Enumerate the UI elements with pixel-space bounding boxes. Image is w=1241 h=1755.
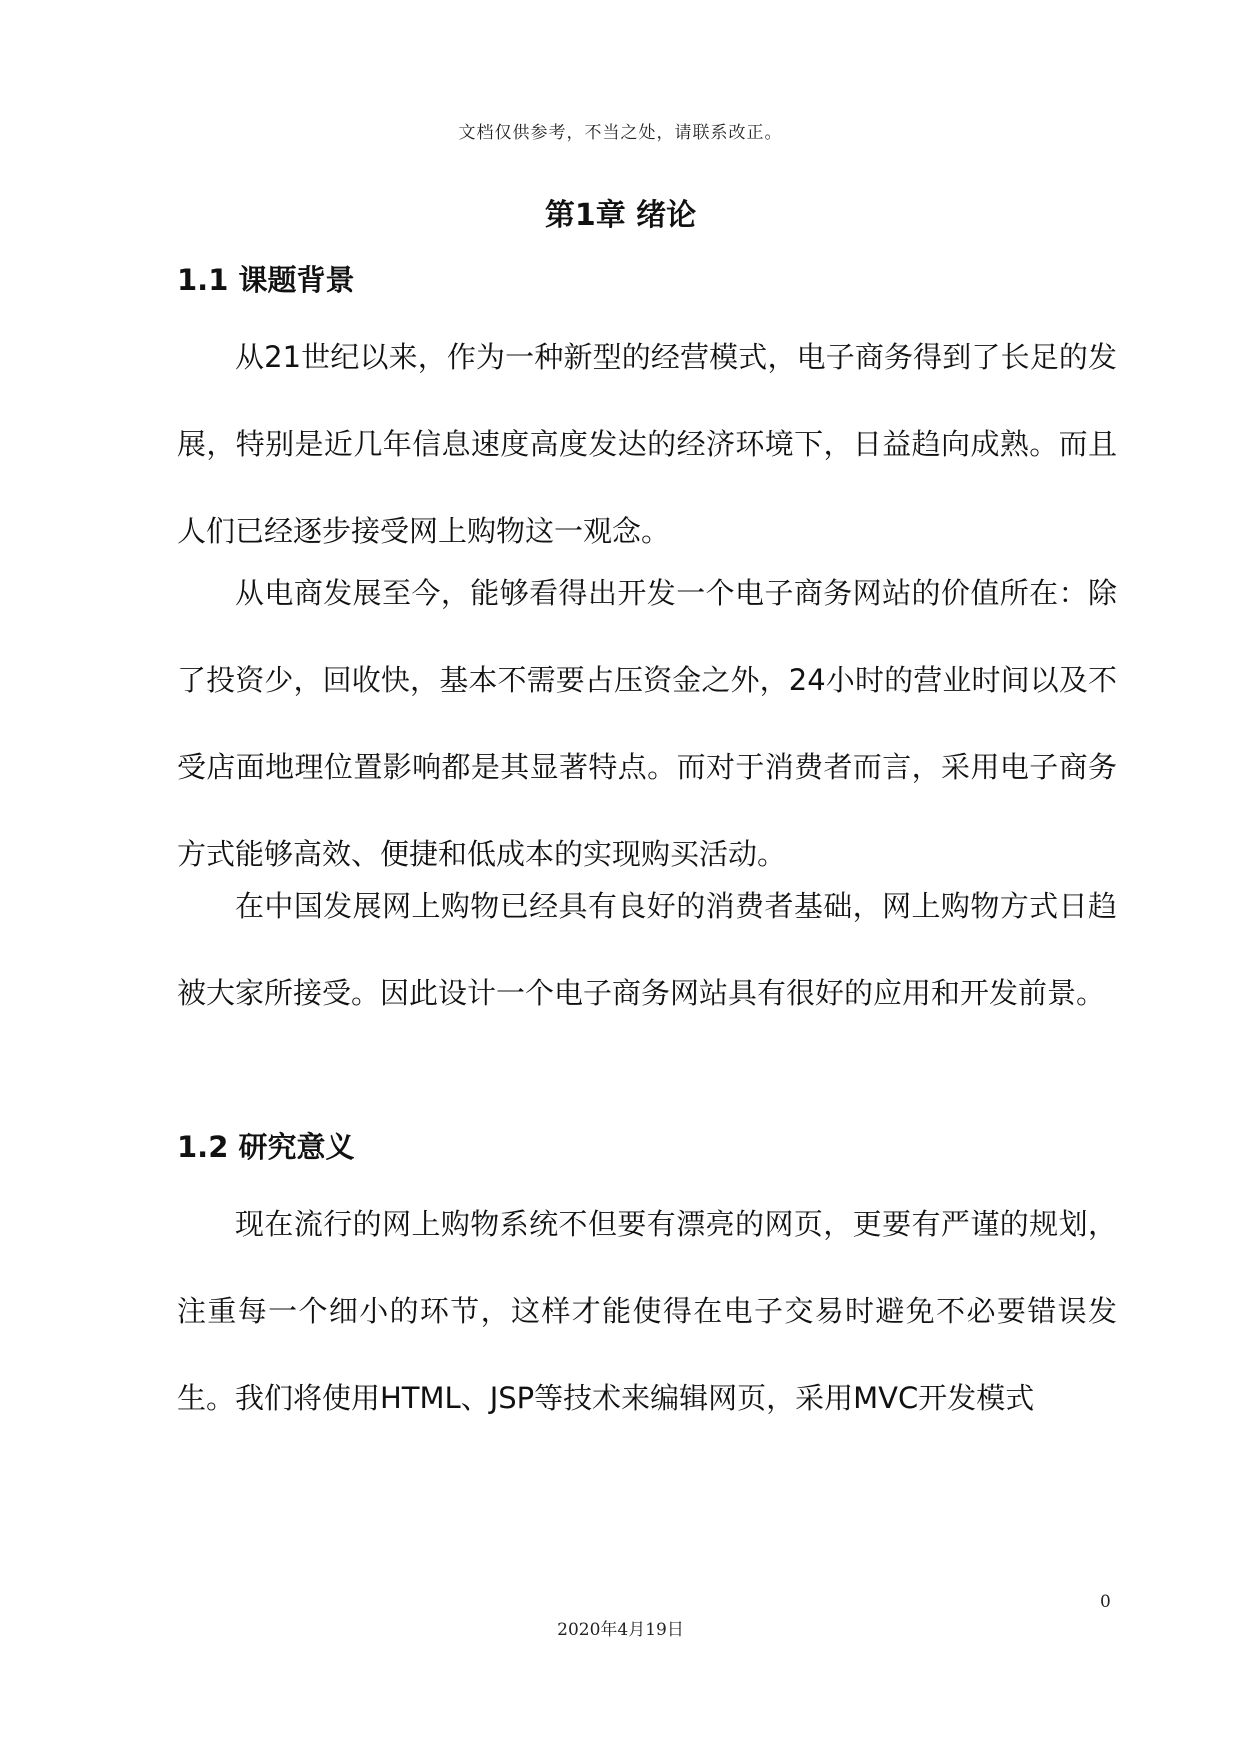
section-heading-background: 1.1 课题背景 [177, 263, 355, 297]
page-number: 0 [1100, 1592, 1111, 1612]
header-disclaimer: 文档仅供参考，不当之处，请联系改正。 [458, 123, 783, 143]
paragraph-significance-1: 现在流行的网上购物系统不但要有漂亮的网页，更要有严谨的规划，注重每一个细小的环节，这样才能使得在电子交易时避免不必要错误发生。我们将使用HTML、JSP等技术来编辑网页，采用MVC开发模式 [177, 1207, 1117, 1415]
paragraph-background-2: 从电商发展至今，能够看得出开发一个电子商务网站的价值所在：除了投资少，回收快，基本不需要占压资金之外，24小时的营业时间以及不受店面地理位置影响都是其显著特点。而对于消费者而言，采用电子商务方式能够高效、便捷和低成本的实现购买活动。 [177, 576, 1117, 871]
footer-date: 2020年4月19日 [557, 1620, 684, 1640]
chapter-title: 第1章 绪论 [544, 198, 697, 233]
paragraph-background-3: 在中国发展网上购物已经具有良好的消费者基础，网上购物方式日趋被大家所接受。因此设计一个电子商务网站具有很好的应用和开发前景。 [177, 889, 1117, 1010]
paragraph-background-1: 从21世纪以来，作为一种新型的经营模式，电子商务得到了长足的发展，特别是近几年信息速度高度发达的经济环境下，日益趋向成熟。而且人们已经逐步接受网上购物这一观念。 [177, 340, 1117, 548]
section-heading-significance: 1.2 研究意义 [177, 1130, 355, 1164]
